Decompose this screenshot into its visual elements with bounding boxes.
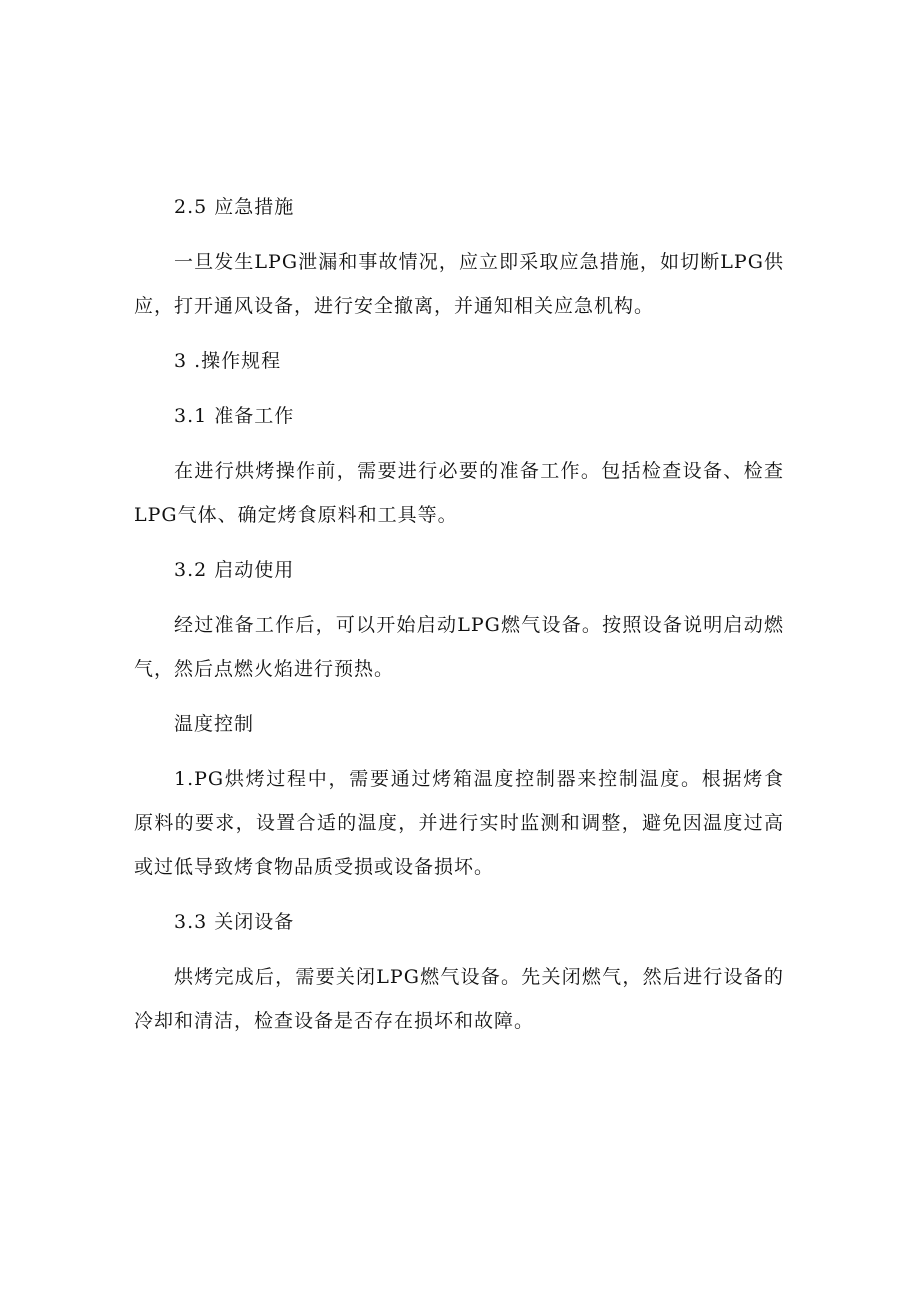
document-content bbox=[134, 185, 784, 1054]
section-heading-temperature-control: 温度控制 bbox=[174, 713, 255, 735]
section-heading-3-3: 3.3 关闭设备 bbox=[174, 911, 295, 933]
paragraph-temperature-control: 1.PG烘烤过程中，需要通过烤箱温度控制器来控制温度。根据烤食原料的要求，设置合适的温度，并进行实时监测和调整，避免因温度过高或过低导致烤食物品质受损或设备损坏。 bbox=[134, 768, 784, 878]
paragraph-preparation: 在进行烘烤操作前，需要进行必要的准备工作。包括检查设备、检查LPG气体、确定烤食原料和工具等。 bbox=[134, 460, 784, 526]
section-heading-2-5: 2.5 应急措施 bbox=[174, 196, 295, 218]
section-heading-3: 3 .操作规程 bbox=[174, 350, 282, 372]
paragraph-startup: 经过准备工作后，可以开始启动LPG燃气设备。按照设备说明启动燃气，然后点燃火焰进行预热。 bbox=[134, 614, 784, 680]
paragraph-shutdown: 烘烤完成后，需要关闭LPG燃气设备。先关闭燃气，然后进行设备的冷却和清洁，检查设备是否存在损坏和故障。 bbox=[134, 966, 784, 1032]
section-heading-3-2: 3.2 启动使用 bbox=[174, 559, 295, 581]
paragraph-emergency-measures: 一旦发生LPG泄漏和事故情况，应立即采取应急措施，如切断LPG供应，打开通风设备，进行安全撤离，并通知相关应急机构。 bbox=[134, 251, 784, 317]
section-heading-3-1: 3.1 准备工作 bbox=[174, 405, 295, 427]
